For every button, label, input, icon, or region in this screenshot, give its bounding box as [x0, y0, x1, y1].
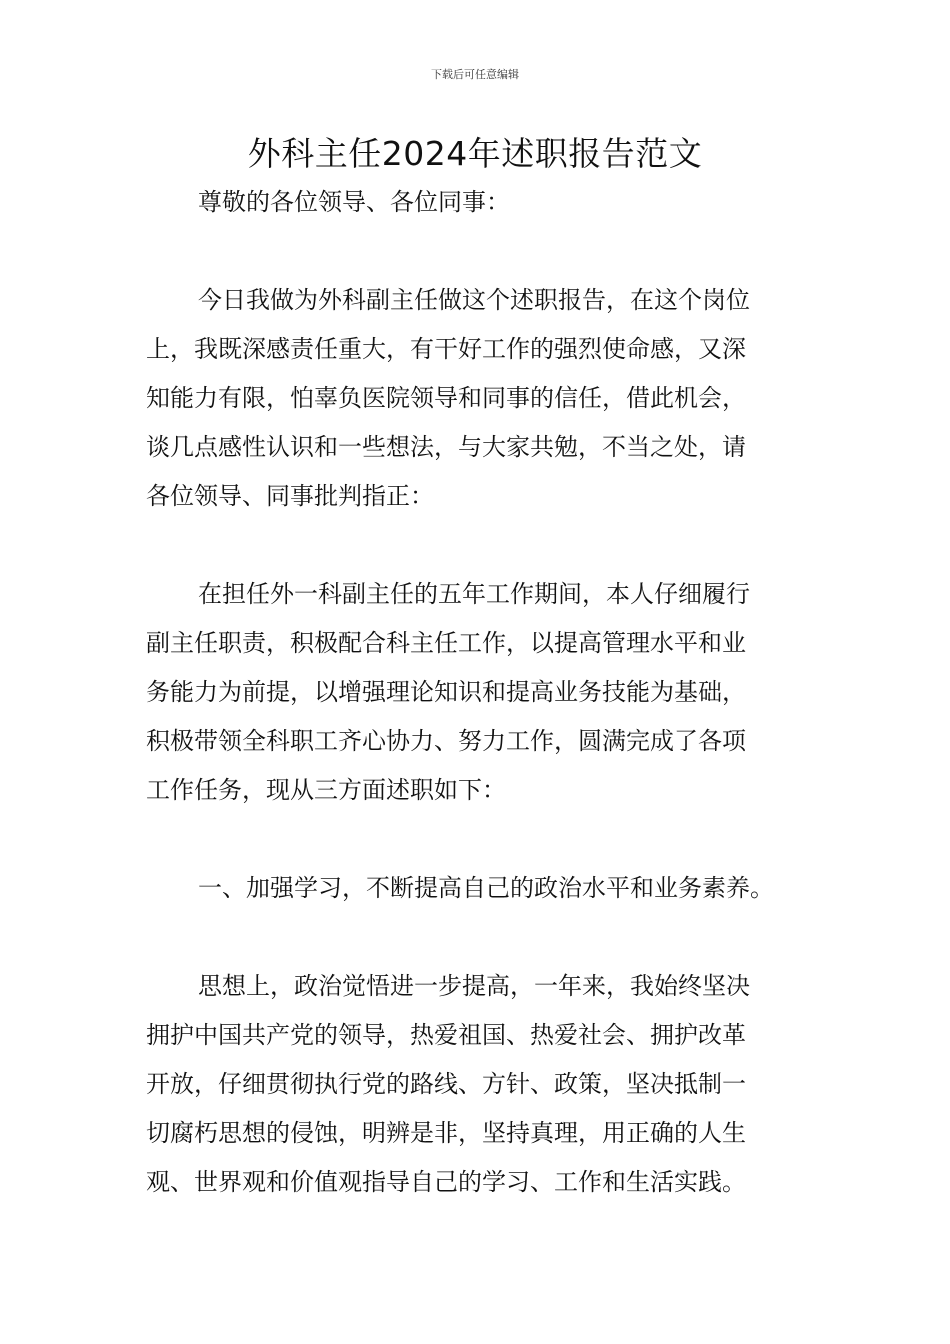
paragraph-2 [146, 570, 812, 815]
paragraph-line: 工作任务，现从三方面述职如下： [146, 776, 506, 804]
paragraph-line: 积极带领全科职工齐心协力、努力工作，圆满完成了各项 [146, 727, 746, 755]
header-note: 下载后可任意编辑 [431, 68, 519, 81]
paragraph-1 [146, 276, 812, 521]
paragraph-line: 各位领导、同事批判指正： [146, 482, 434, 510]
section-heading-1: 一、加强学习，不断提高自己的政治水平和业务素养。 [198, 874, 774, 902]
blank-line [146, 913, 812, 962]
paragraph-line: 观、世界观和价值观指导自己的学习、工作和生活实践。 [146, 1168, 746, 1196]
paragraph-line: 副主任职责，积极配合科主任工作，以提高管理水平和业 [146, 629, 746, 657]
paragraph-line: 知能力有限，怕辜负医院领导和同事的信任，借此机会， [146, 384, 746, 412]
blank-line [146, 521, 812, 570]
paragraph-line: 拥护中国共产党的领导，热爱祖国、热爱社会、拥护改革 [146, 1021, 746, 1049]
paragraph-line: 思想上，政治觉悟进一步提高，一年来，我始终坚决 [198, 972, 750, 1000]
paragraph-line: 今日我做为外科副主任做这个述职报告，在这个岗位 [198, 286, 750, 314]
blank-line [146, 227, 812, 276]
paragraph-line: 切腐朽思想的侵蚀，明辨是非，坚持真理，用正确的人生 [146, 1119, 746, 1147]
paragraph-line: 在担任外一科副主任的五年工作期间，本人仔细履行 [198, 580, 750, 608]
paragraph-line: 谈几点感性认识和一些想法，与大家共勉，不当之处，请 [146, 433, 746, 461]
document-title: 外科主任2024年述职报告范文 [247, 134, 703, 173]
blank-line [146, 815, 812, 864]
document-body [146, 178, 812, 1207]
paragraph-line: 上，我既深感责任重大，有干好工作的强烈使命感，又深 [146, 335, 746, 363]
paragraph-3 [146, 962, 812, 1207]
paragraph-line: 务能力为前提，以增强理论知识和提高业务技能为基础， [146, 678, 746, 706]
salutation: 尊敬的各位领导、各位同事： [198, 188, 510, 216]
paragraph-line: 开放，仔细贯彻执行党的路线、方针、政策，坚决抵制一 [146, 1070, 746, 1098]
